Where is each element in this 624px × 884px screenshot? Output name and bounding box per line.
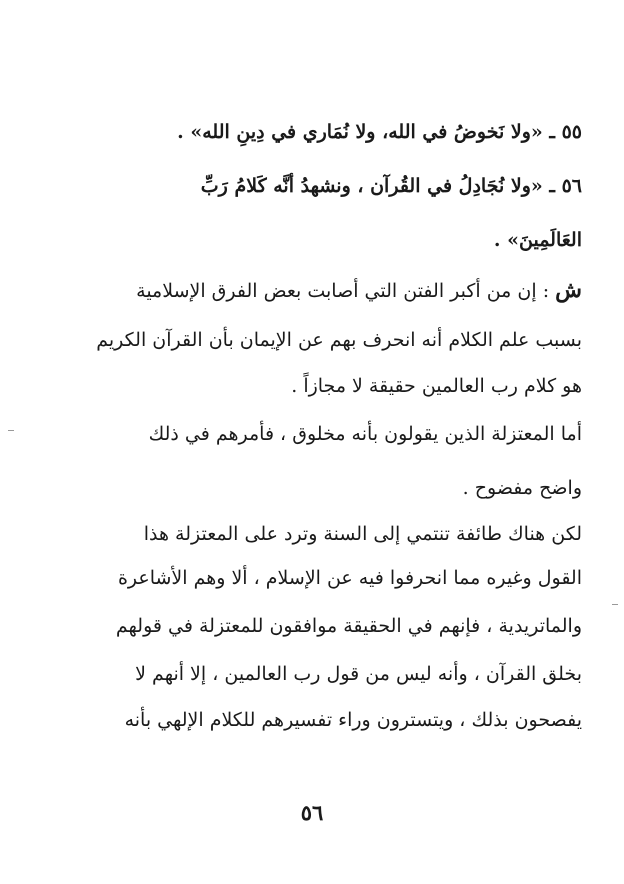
item-56-text-2: العَالَمِينَ» . [493, 229, 582, 251]
paragraph-3-line-5 [34, 706, 582, 734]
paragraph-3-text-4: بخلق القرآن ، وأنه ليس من قول رب العالمين ، إلا أنهم لا [135, 663, 582, 685]
commentary-marker: ش [555, 277, 582, 303]
commentary-text-3: هو كلام رب العالمين حقيقة لا مجازاً . [291, 375, 582, 397]
paragraph-3-line-1 [34, 520, 582, 548]
paragraph-2-line-2 [34, 474, 582, 502]
commentary-line-3 [34, 372, 582, 400]
commentary-separator: : [542, 280, 556, 302]
item-56-text-1: «ولا نُجَادِلُ في القُرآن ، ونشهدُ أنَّه كَلامُ رَبِّ [200, 175, 543, 197]
commentary-line-1 [34, 276, 582, 305]
paragraph-2-line-1 [34, 420, 582, 448]
page-number: ٥٦ [300, 800, 324, 825]
paragraph-3-line-2 [34, 564, 582, 592]
paragraph-3-line-3 [34, 612, 582, 640]
item-56-line-2 [34, 226, 582, 254]
commentary-text-1: إن من أكبر الفتن التي أصابت بعض الفرق الإسلامية [136, 280, 537, 302]
paragraph-3-line-4 [34, 660, 582, 688]
item-55-line-1 [34, 118, 582, 146]
margin-mark-right [612, 604, 618, 605]
paragraph-3-text-2: القول وغيره مما انحرفوا فيه عن الإسلام ، ألا وهم الأشاعرة [117, 567, 582, 589]
paragraph-3-text-3: والماتريدية ، فإنهم في الحقيقة موافقون للمعتزلة في قولهم [115, 615, 582, 637]
paragraph-2-text-2: واضح مفضوح . [462, 477, 582, 499]
item-55-text: «ولا نَخوضُ في الله، ولا نُمَاري في دِينِ الله» . [177, 121, 543, 143]
item-56-line-1 [34, 172, 582, 200]
margin-mark-left [8, 430, 14, 431]
paragraph-3-text-5: يفصحون بذلك ، ويتسترون وراء تفسيرهم للكلام الإلهي بأنه [124, 709, 582, 731]
paragraph-2-text-1: أما المعتزلة الذين يقولون بأنه مخلوق ، فأمرهم في ذلك [148, 423, 582, 445]
commentary-line-2 [34, 326, 582, 354]
item-56-number: ٥٦ ـ [549, 175, 582, 197]
paragraph-3-text-1: لكن هناك طائفة تنتمي إلى السنة وترد على المعتزلة هذا [143, 523, 582, 545]
item-55-number: ٥٥ ـ [549, 121, 582, 143]
commentary-text-2: بسبب علم الكلام أنه انحرف بهم عن الإيمان بأن القرآن الكريم [96, 329, 582, 351]
